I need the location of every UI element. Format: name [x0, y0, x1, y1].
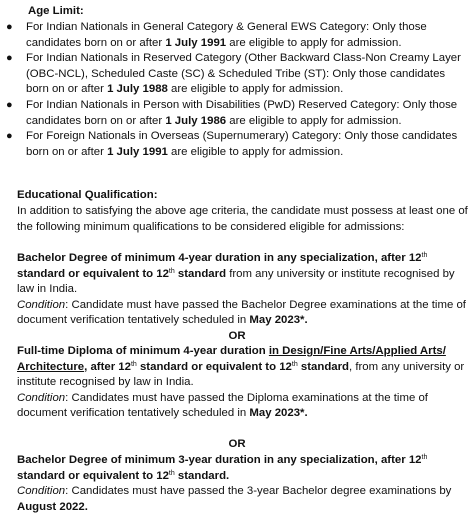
- qualification-bachelor-4yr: [17, 251, 469, 329]
- age-item-date: 1 July 1991: [165, 36, 227, 49]
- bullet-icon: ●: [6, 52, 13, 65]
- bullet-icon: ●: [6, 130, 13, 143]
- age-item-text: are eligible to apply for admission.: [167, 145, 344, 158]
- age-limit-item-foreign: [0, 129, 474, 160]
- qualification-title: Bachelor Degree of minimum 3-year duration in any specialization, after 12th standard or equivalent to 12th standard.: [17, 454, 428, 482]
- qualification-condition: Condition: Candidate must have passed the Bachelor Degree examinations at the time of document verification tentatively scheduled in May 2023*.: [17, 298, 466, 327]
- age-limit-item-pwd: [0, 98, 474, 129]
- qualification-diploma-4yr: [17, 344, 469, 422]
- age-item-date: 1 July 1986: [165, 114, 227, 127]
- age-item-text: For Foreign Nationals in Overseas (Supernumerary) Category: Only those candidates born on or after: [26, 130, 458, 158]
- education-intro: In addition to satisfying the above age criteria, the candidate must possess at least one of the following minimum qualifications to be considered eligible for admissions:: [17, 205, 468, 233]
- or-separator: OR: [228, 438, 246, 450]
- bullet-icon: ●: [6, 98, 13, 111]
- age-item-text: For Indian Nationals in General Category & General EWS Category: Only those candidates born on or after: [26, 21, 427, 49]
- age-item-text: are eligible to apply for admission.: [226, 114, 402, 127]
- qualification-condition: Condition: Candidates must have passed the Diploma examinations at the time of document verification tentatively scheduled in May 2023*.: [17, 391, 428, 420]
- age-limit-heading: Age Limit:: [28, 5, 84, 17]
- qualification-bachelor-3yr: [17, 453, 469, 515]
- age-item-date: 1 July 1988: [107, 83, 168, 96]
- qualification-title: Full-time Diploma of minimum 4-year duration in Design/Fine Arts/Applied Arts/ Architecture, after 12th standard or equivalent to 12th standard, from any university or institute recognised by law in India.: [17, 345, 465, 389]
- age-item-text: For Indian Nationals in Person with Disabilities (PwD) Reserved Category: Only those candidates born on or after: [26, 98, 458, 127]
- education-heading: Educational Qualification:: [17, 189, 158, 201]
- age-item-text: are eligible to apply for admission.: [226, 36, 402, 49]
- age-item-text: are eligible to apply for admission.: [167, 83, 344, 96]
- age-limit-item-reserved: [0, 51, 474, 98]
- age-limit-item-general: [0, 20, 474, 51]
- age-item-date: 1 July 1991: [107, 145, 168, 158]
- or-separator: OR: [228, 330, 246, 342]
- age-limit-list: [0, 20, 474, 160]
- age-item-text: For Indian Nationals in Reserved Category (Other Backward Class-Non Creamy Layer (OBC-NCL), Scheduled Caste (SC) & Scheduled Tribe (ST): Only those candidates born on or after: [26, 52, 461, 96]
- qualification-condition: Condition: Candidates must have passed the 3-year Bachelor degree examinations by August 2022.: [17, 485, 452, 513]
- bullet-icon: ●: [6, 21, 13, 33]
- qualification-title: Bachelor Degree of minimum 4-year duration in any specialization, after 12th standard or equivalent to 12th standard from any university or institute recognised by law in India.: [17, 252, 455, 296]
